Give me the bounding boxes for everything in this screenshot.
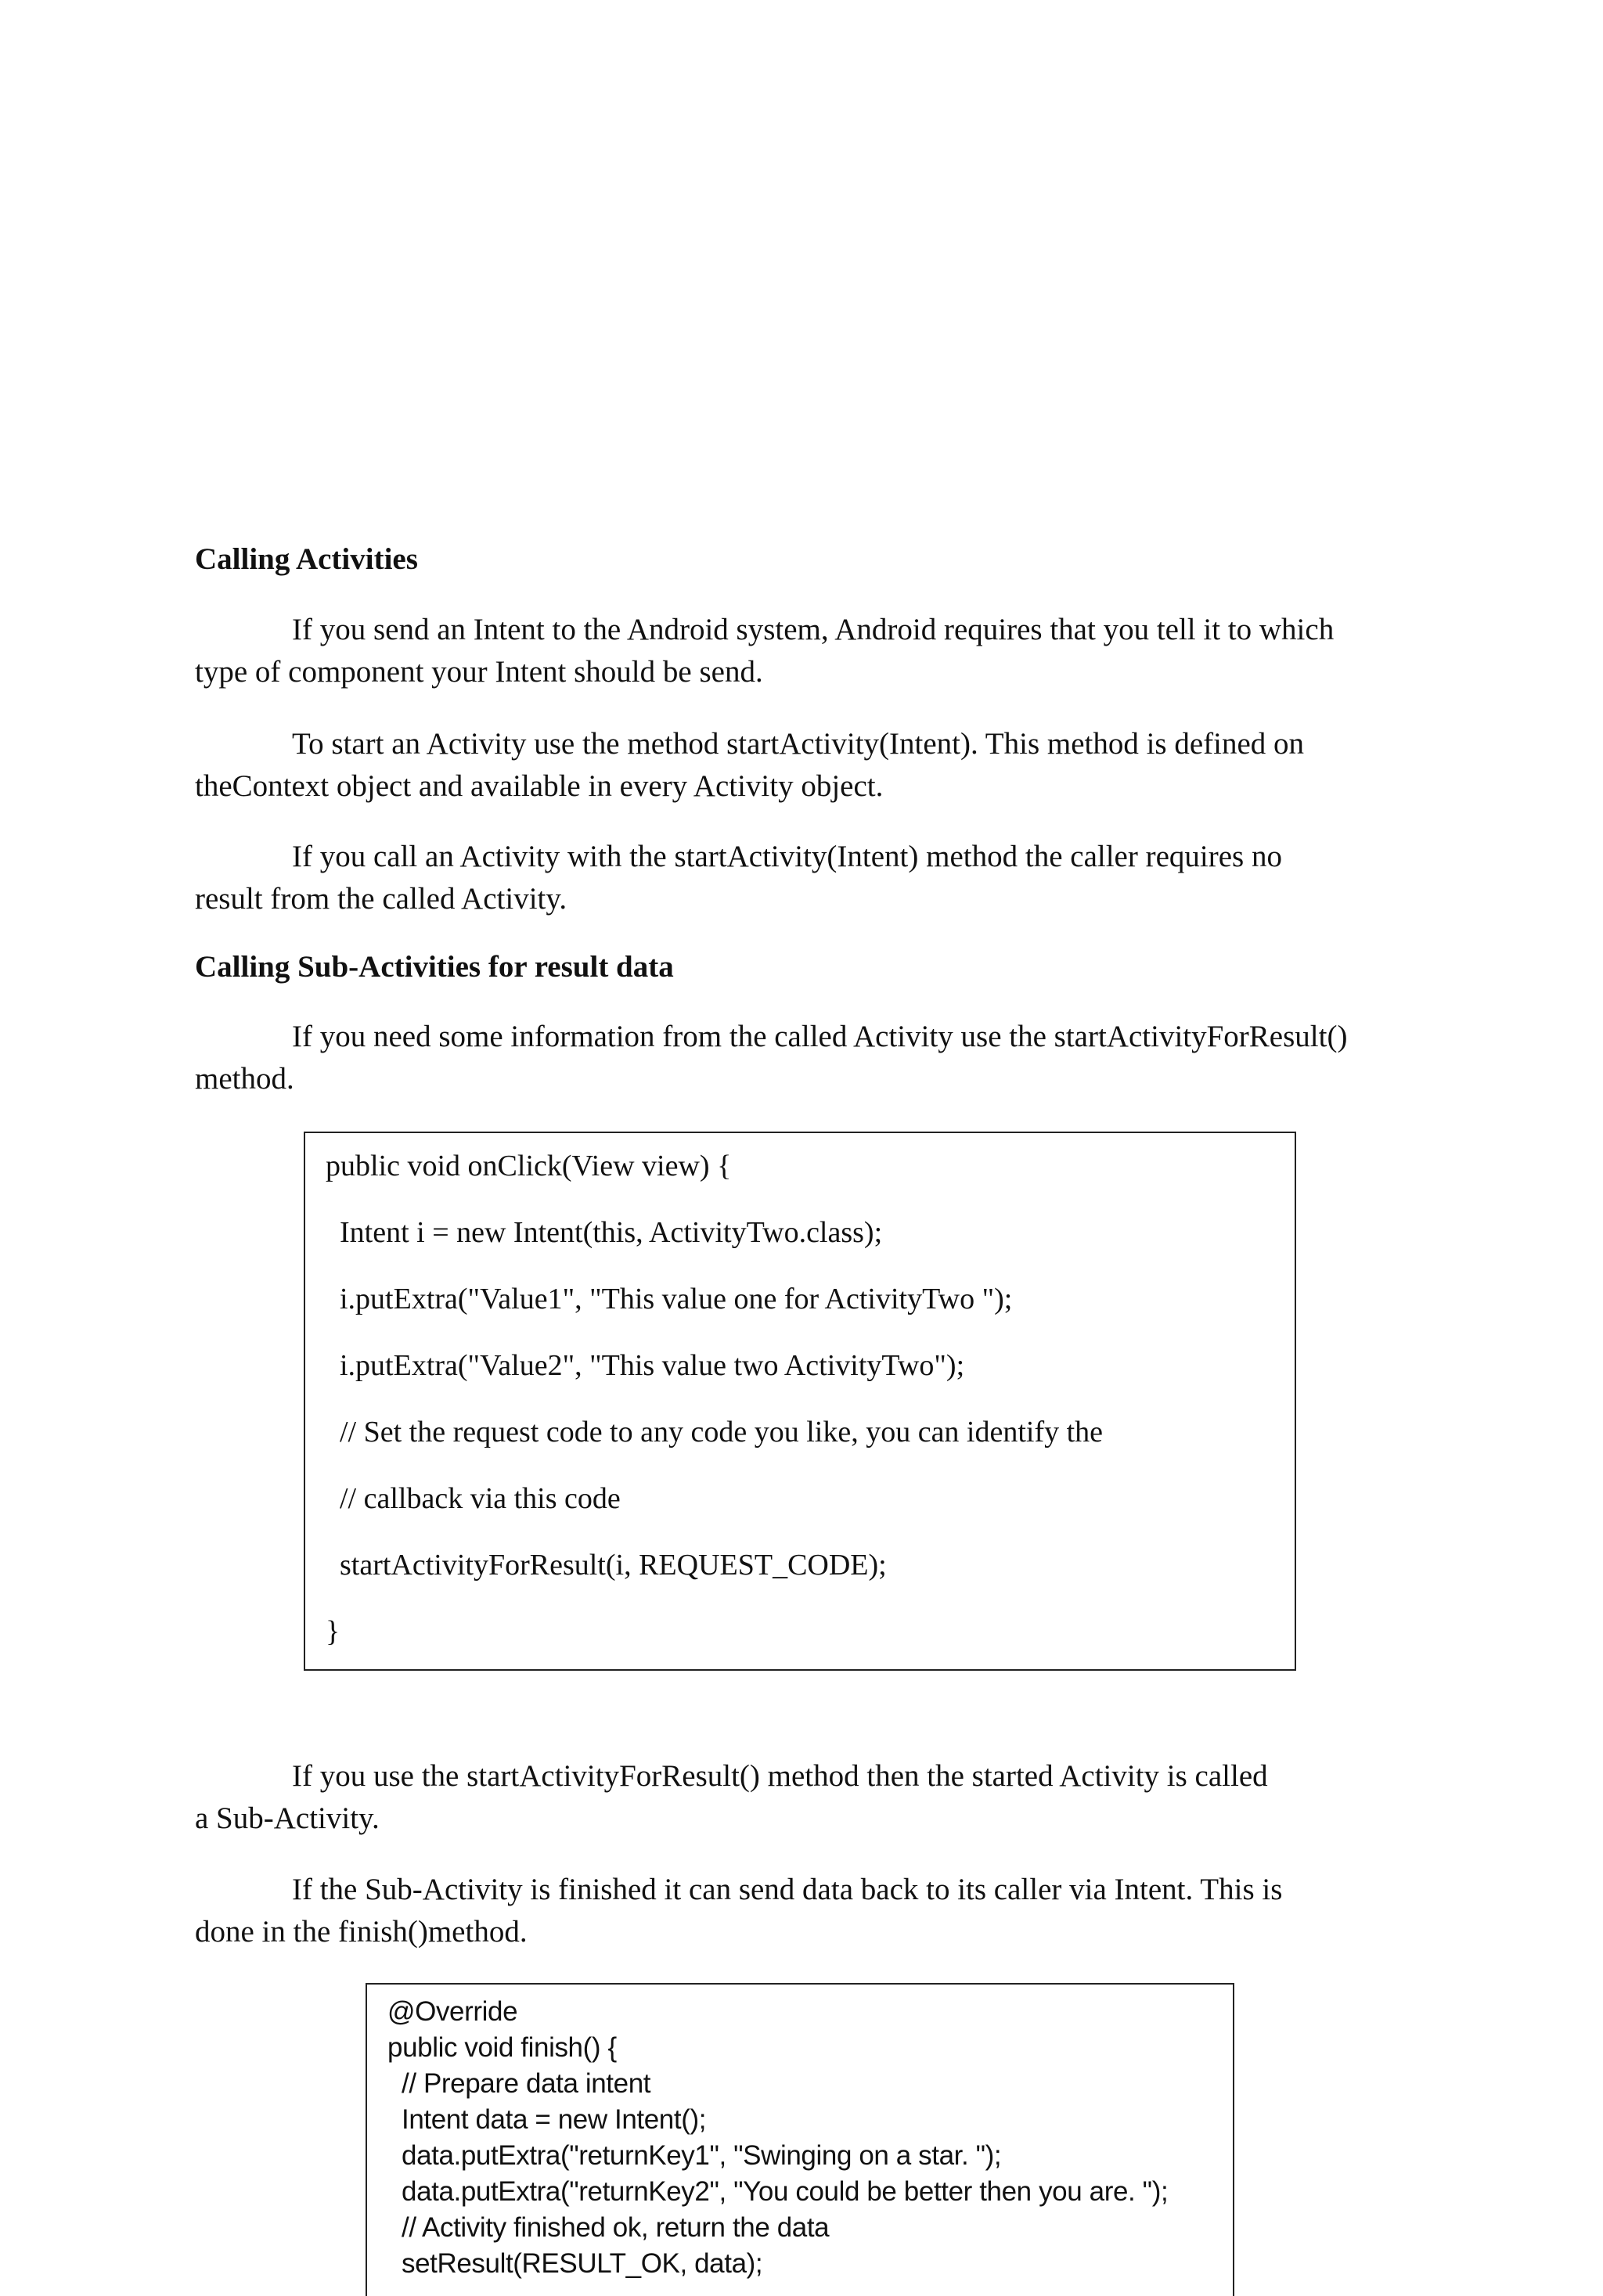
code-line: // Activity finished ok, return the data (402, 2212, 830, 2243)
paragraph-line: If the Sub-Activity is finished it can send data back to its caller via Intent. This is (292, 1873, 1283, 1906)
code-line: startActivityForResult(i, REQUEST_CODE); (340, 1549, 887, 1582)
code-line: // Prepare data intent (402, 2068, 651, 2099)
paragraph-sub-activity (195, 1755, 1268, 1840)
code-line: // callback via this code (340, 1482, 621, 1515)
code-line: i.putExtra("Value2", "This value two ActivityTwo"); (340, 1349, 965, 1382)
code-line: data.putExtra("returnKey1", "Swinging on a star. "); (402, 2140, 1002, 2171)
paragraph-line: result from the called Activity. (195, 882, 567, 916)
code-line: data.putExtra("returnKey2", "You could be better then you are. "); (402, 2176, 1169, 2207)
heading-calling-activities: Calling Activities (195, 542, 418, 576)
paragraph-line: theContext object and available in every Activity object. (195, 769, 884, 803)
code-line: } (326, 1615, 340, 1648)
code-block-onclick (304, 1132, 1296, 1671)
paragraph-start-activity (195, 723, 1304, 808)
code-block-finish (366, 1983, 1234, 2296)
paragraph-line: method. (195, 1062, 294, 1096)
code-line: Intent i = new Intent(this, ActivityTwo.class); (340, 1216, 883, 1249)
paragraph-line: done in the finish()method. (195, 1915, 528, 1949)
paragraph-no-result (195, 836, 1282, 920)
code-line: @Override (387, 1996, 518, 2027)
code-line: public void onClick(View view) { (326, 1150, 732, 1182)
paragraph-line: If you call an Activity with the startActivity(Intent) method the caller requires no (292, 840, 1282, 873)
code-line: setResult(RESULT_OK, data); (402, 2248, 763, 2279)
paragraph-finish-method (195, 1869, 1282, 1953)
paragraph-line: a Sub-Activity. (195, 1801, 380, 1835)
paragraph-line: If you need some information from the called Activity use the startActivityForResult() (292, 1020, 1348, 1053)
code-line: Intent data = new Intent(); (402, 2104, 707, 2135)
paragraph-line: If you send an Intent to the Android system, Android requires that you tell it to which (292, 613, 1335, 646)
code-line: // Set the request code to any code you like, you can identify the (340, 1416, 1104, 1448)
paragraph-line: To start an Activity use the method startActivity(Intent). This method is defined on (292, 727, 1305, 761)
paragraph-line: type of component your Intent should be send. (195, 655, 763, 689)
code-line: i.putExtra("Value1", "This value one for ActivityTwo "); (340, 1283, 1013, 1315)
paragraph-intent-android (195, 609, 1334, 693)
paragraph-start-for-result (195, 1016, 1347, 1100)
code-line: public void finish() { (387, 2032, 617, 2063)
code-lines (387, 1994, 1168, 2282)
heading-calling-sub-activities: Calling Sub-Activities for result data (195, 950, 674, 984)
paragraph-line: If you use the startActivityForResult() method then the started Activity is called (292, 1759, 1268, 1793)
